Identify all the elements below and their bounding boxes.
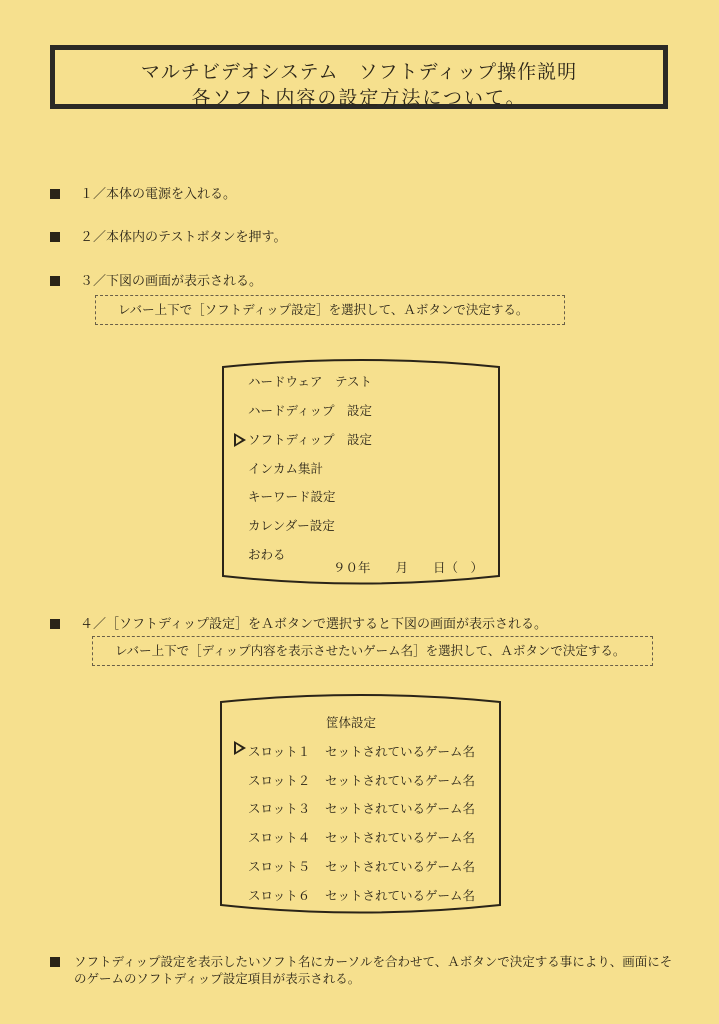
menu-item-income: インカム集計: [248, 461, 324, 476]
slot-label: スロット２: [248, 773, 311, 788]
instruction-note-2: [92, 636, 653, 666]
menu-item-calendar: カレンダー設定: [248, 518, 335, 533]
document-title: マルチビデオシステム ソフトディップ操作説明: [140, 61, 578, 83]
title-box: [50, 45, 668, 109]
document-subtitle: 各ソフト内容の設定方法について。: [191, 87, 527, 109]
slot-game-name: セットされているゲーム名: [325, 888, 476, 903]
date-display: ９０年 月 日（ ）: [333, 560, 484, 575]
bullet-square-icon: [50, 276, 60, 286]
slot-game-name: セットされているゲーム名: [325, 744, 476, 759]
menu-screen-1: [220, 355, 502, 591]
step-2: [50, 226, 286, 245]
slot-label: スロット５: [248, 859, 311, 874]
instruction-note-1: [95, 295, 565, 325]
step-4: [50, 613, 547, 632]
instruction-note-2-text: レバー上下で［ディップ内容を表示させたいゲーム名］を選択して、Ａボタンで決定する。: [115, 643, 626, 658]
slot-label: スロット１: [248, 744, 311, 759]
bullet-square-icon: [50, 232, 60, 242]
footer-note: [50, 953, 680, 987]
menu-screen-2: [218, 690, 503, 920]
step-1-text: １／本体の電源を入れる。: [80, 187, 237, 202]
menu-item-hardware-test: ハードウェア テスト: [248, 374, 373, 389]
slot-game-name: セットされているゲーム名: [325, 859, 476, 874]
slot-game-name: セットされているゲーム名: [325, 801, 476, 816]
bullet-square-icon: [50, 189, 60, 199]
bullet-square-icon: [50, 619, 60, 629]
bullet-square-icon: [50, 957, 60, 967]
screen-heading: 筐体設定: [326, 715, 377, 730]
instruction-note-1-text: レバー上下で［ソフトディップ設定］を選択して、Ａボタンで決定する。: [118, 302, 529, 317]
slot-label: スロット３: [248, 801, 311, 816]
step-3: [50, 270, 262, 289]
selection-cursor-icon: [234, 741, 246, 755]
step-1: [50, 183, 236, 202]
selection-cursor-icon: [234, 433, 246, 447]
menu-item-exit: おわる: [248, 547, 286, 562]
menu-item-hard-dip: ハードディップ 設定: [248, 403, 373, 418]
slot-label: スロット４: [248, 830, 311, 845]
footer-note-text: ソフトディップ設定を表示したいソフト名にカーソルを合わせて、Ａボタンで決定する事により、画面にそのゲームのソフトディップ設定項目が表示される。: [74, 954, 673, 986]
slot-label: スロット６: [248, 888, 311, 903]
step-2-text: ２／本体内のテストボタンを押す。: [80, 230, 287, 245]
step-4-text: ４／［ソフトディップ設定］をＡボタンで選択すると下図の画面が表示される。: [80, 617, 547, 632]
slot-game-name: セットされているゲーム名: [325, 830, 476, 845]
menu-item-soft-dip: ソフトディップ 設定: [248, 432, 373, 447]
step-3-text: ３／下図の画面が表示される。: [80, 274, 263, 289]
slot-game-name: セットされているゲーム名: [325, 773, 476, 788]
menu-item-keyword: キーワード設定: [248, 489, 336, 504]
